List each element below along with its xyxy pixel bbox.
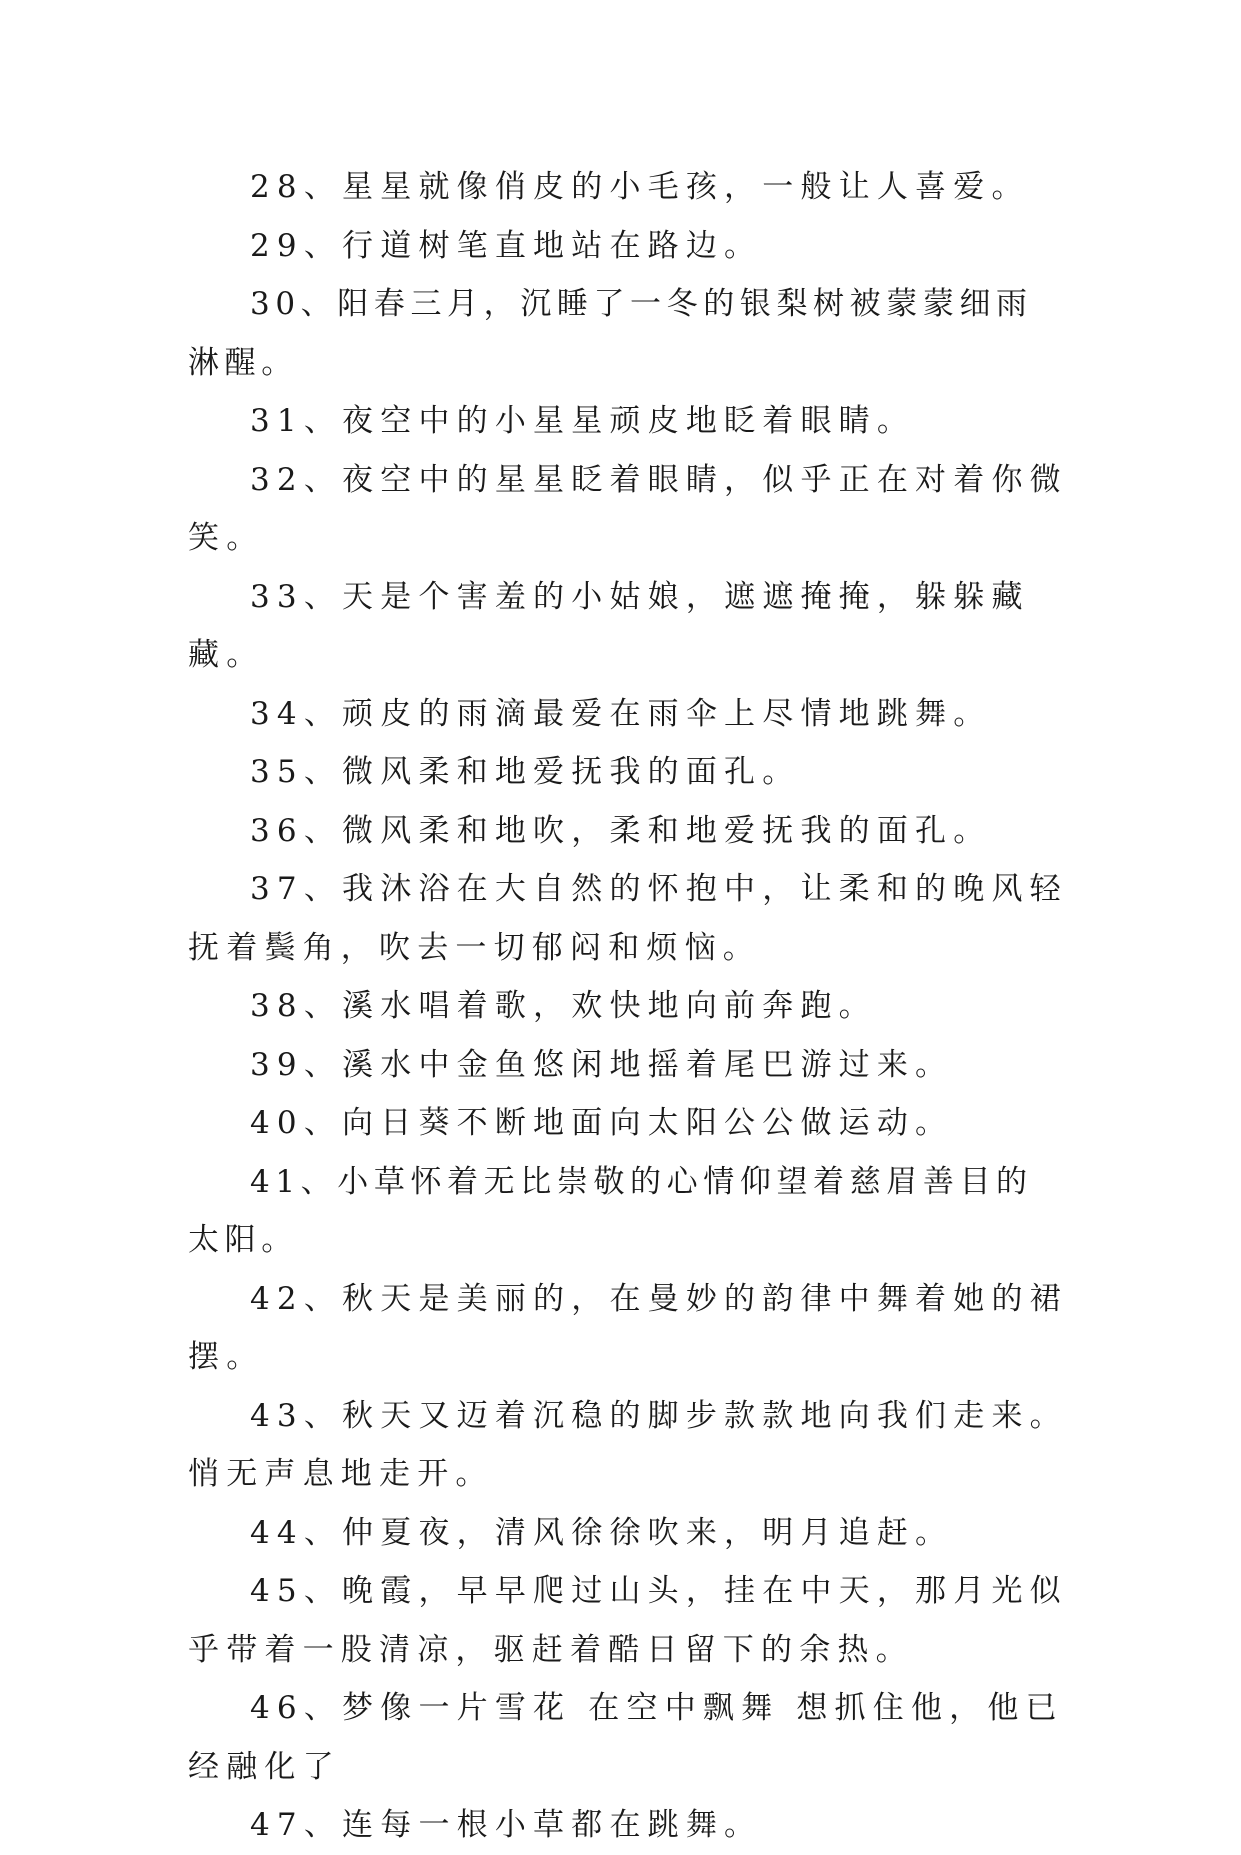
paragraph-43: 43、秋天又迈着沉稳的脚步款款地向我们走来。悄无声息地走开。 bbox=[188, 1397, 1068, 1492]
paragraph-46: 46、梦像一片雪花 在空中飘舞 想抓住他，他已经融化了 bbox=[188, 1690, 1064, 1785]
paragraph-47: 47、连每一根小草都在跳舞。 bbox=[250, 1807, 763, 1843]
paragraph-34: 34、顽皮的雨滴最爱在雨伞上尽情地跳舞。 bbox=[250, 695, 992, 732]
paragraph-45: 45、晚霞，早早爬过山头，挂在中天，那月光似乎带着一股清凉，驱赶着酷日留下的余热。 bbox=[188, 1573, 1068, 1668]
paragraph-35: 35、微风柔和地爱抚我的面孔。 bbox=[250, 754, 801, 790]
paragraph-40: 40、向日葵不断地面向太阳公公做运动。 bbox=[250, 1105, 954, 1141]
paragraph-28: 28、星星就像俏皮的小毛孩，一般让人喜爱。 bbox=[250, 169, 1030, 205]
paragraph-31: 31、夜空中的小星星顽皮地眨着眼睛。 bbox=[250, 403, 916, 439]
paragraph-44: 44、仲夏夜，清风徐徐吹来，明月追赶。 bbox=[250, 1514, 954, 1551]
paragraph-33: 33、天是个害羞的小姑娘，遮遮掩掩，躲躲藏藏。 bbox=[188, 578, 1030, 673]
paragraph-42: 42、秋天是美丽的，在曼妙的韵律中舞着她的裙摆。 bbox=[188, 1280, 1068, 1375]
document-body bbox=[188, 158, 1068, 1855]
paragraph-29: 29、行道树笔直地站在路边。 bbox=[250, 227, 763, 264]
paragraph-37: 37、我沐浴在大自然的怀抱中，让柔和的晚风轻抚着鬓角，吹去一切郁闷和烦恼。 bbox=[188, 871, 1068, 966]
paragraph-38: 38、溪水唱着歌，欢快地向前奔跑。 bbox=[250, 988, 877, 1024]
paragraph-36: 36、微风柔和地吹，柔和地爱抚我的面孔。 bbox=[250, 812, 992, 849]
paragraph-41: 41、小草怀着无比崇敬的心情仰望着慈眉善目的太阳。 bbox=[188, 1163, 1033, 1258]
paragraph-32: 32、夜空中的星星眨着眼睛，似乎正在对着你微笑。 bbox=[188, 461, 1068, 556]
paragraph-39: 39、溪水中金鱼悠闲地摇着尾巴游过来。 bbox=[250, 1046, 954, 1083]
paragraph-30: 30、阳春三月，沉睡了一冬的银梨树被蒙蒙细雨淋醒。 bbox=[188, 286, 1033, 381]
